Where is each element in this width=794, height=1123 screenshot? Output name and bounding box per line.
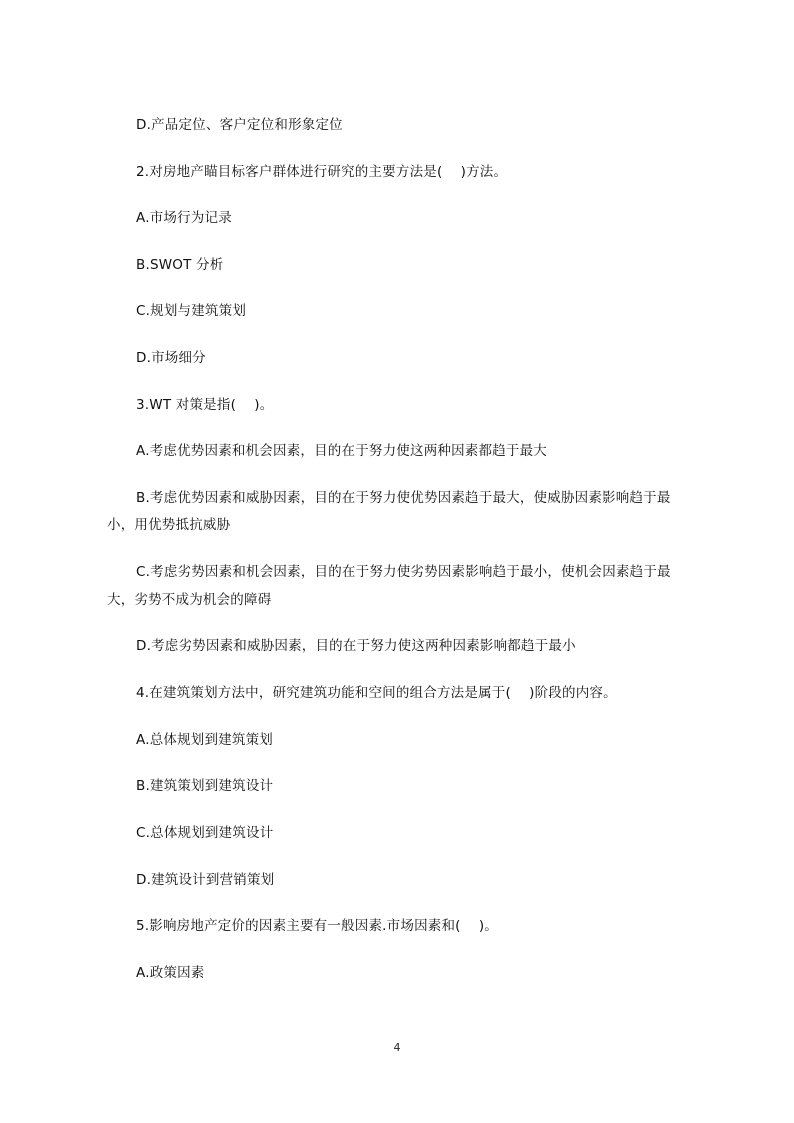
option-4c: C.总体规划到建筑设计 (136, 825, 274, 841)
option-1d: D.产品定位、客户定位和形象定位 (136, 117, 343, 133)
option-3a: A.考虑优势因素和机会因素，目的在于努力使这两种因素都趋于最大 (136, 443, 547, 459)
option-2c: C.规划与建筑策划 (136, 303, 247, 319)
question-2: 2.对房地产瞄目标客户群体进行研究的主要方法是( )方法。 (136, 164, 508, 180)
option-4b: B.建筑策划到建筑设计 (136, 778, 274, 794)
page-number: 4 (393, 1041, 401, 1054)
option-5a: A.政策因素 (136, 965, 205, 981)
question-3: 3.WT 对策是指( )。 (136, 397, 274, 413)
option-3b: B.考虑优势因素和威胁因素，目的在于努力使优势因素趋于最大，使威胁因素影响趋于最 (136, 490, 671, 506)
option-3d: D.考虑劣势因素和威胁因素，目的在于努力使这两种因素影响都趋于最小 (136, 638, 576, 654)
question-5: 5.影响房地产定价的因素主要有一般因素.市场因素和( )。 (136, 918, 498, 934)
option-2b: B.SWOT 分析 (136, 257, 224, 273)
option-3c: C.考虑劣势因素和机会因素，目的在于努力使劣势因素影响趋于最小，使机会因素趋于最 (136, 564, 671, 580)
question-4: 4.在建筑策划方法中，研究建筑功能和空间的组合方法是属于( )阶段的内容。 (136, 685, 617, 701)
option-3c-continuation: 大，劣势不成为机会的障碍 (107, 592, 272, 608)
option-3b-continuation: 小，用优势抵抗威胁 (107, 517, 231, 533)
option-2d: D.市场细分 (136, 350, 206, 366)
option-2a: A.市场行为记录 (136, 210, 232, 226)
option-4d: D.建筑设计到营销策划 (136, 872, 275, 888)
option-4a: A.总体规划到建筑策划 (136, 732, 273, 748)
